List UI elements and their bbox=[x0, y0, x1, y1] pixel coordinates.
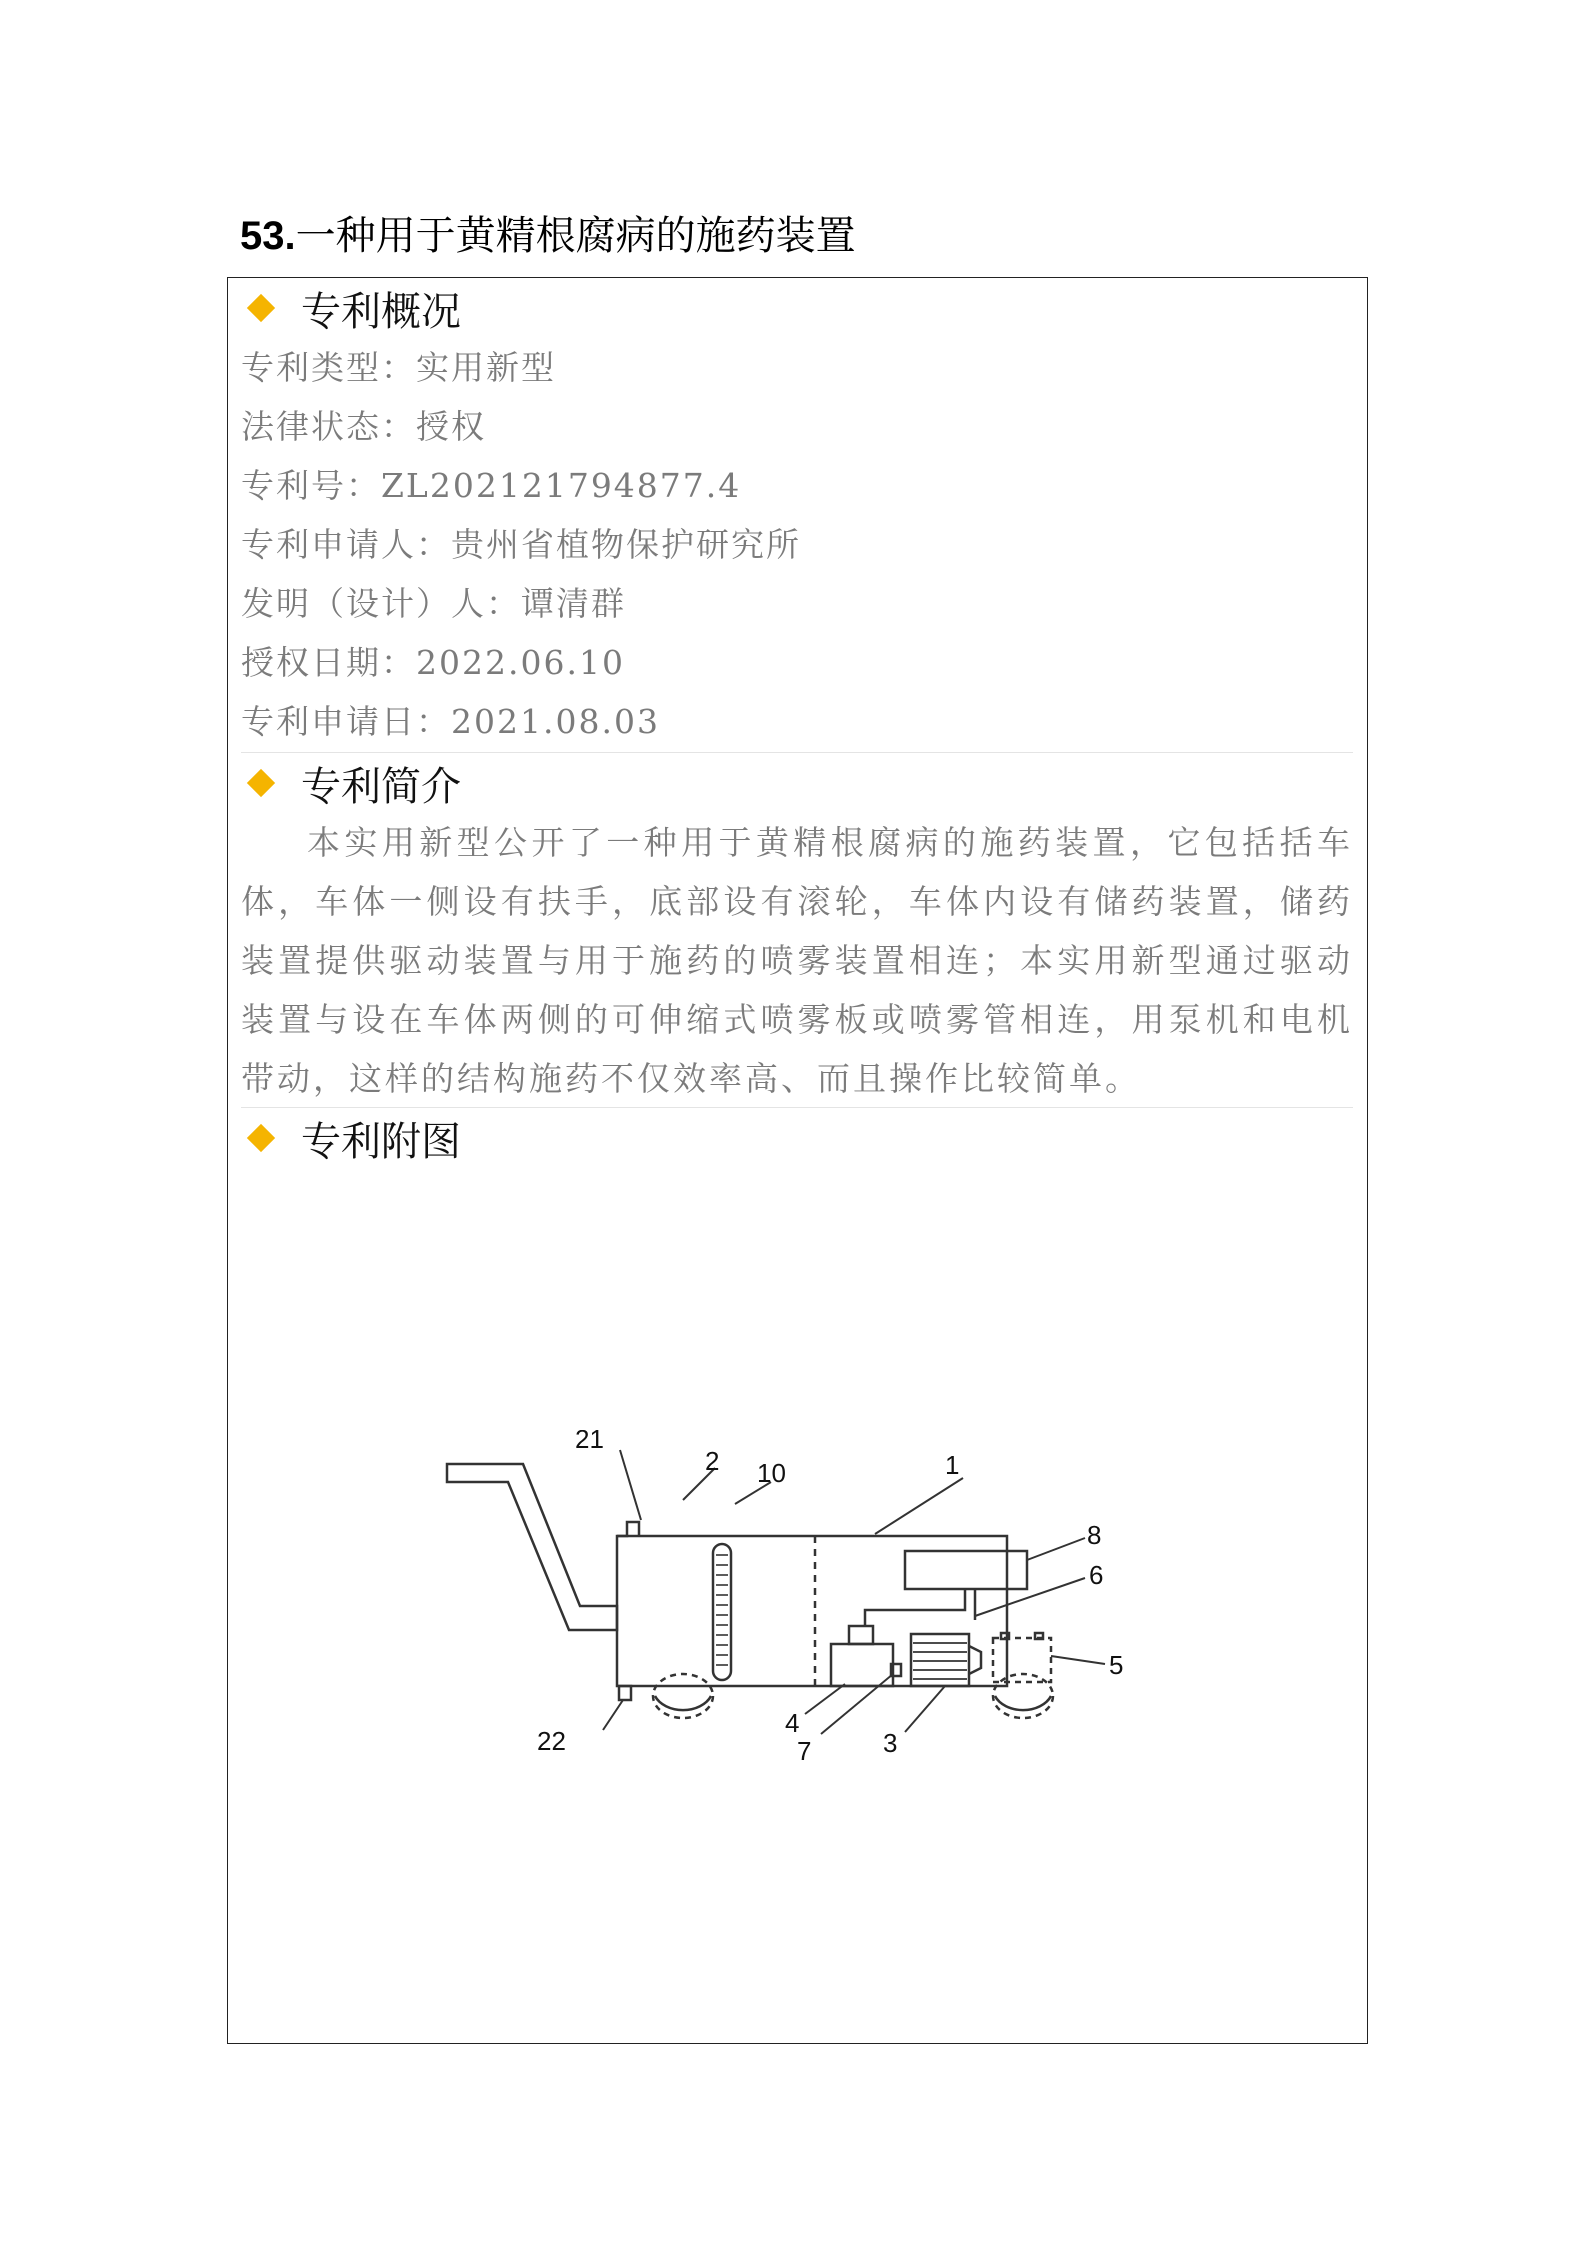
wheel-front bbox=[995, 1696, 1051, 1710]
pipe bbox=[865, 1589, 975, 1626]
summary-heading-text: 专利简介 bbox=[301, 763, 461, 810]
legal-status-line: 法律状态：授权 bbox=[241, 407, 486, 446]
patent-drawing bbox=[445, 1430, 1165, 1780]
label-21: 21 bbox=[575, 1430, 604, 1454]
drawing-heading bbox=[241, 1108, 1353, 1168]
label-22: 22 bbox=[537, 1726, 566, 1756]
overview-heading bbox=[241, 278, 1353, 338]
summary-section bbox=[241, 752, 1353, 1106]
pump-top bbox=[849, 1626, 873, 1644]
gauge-ticks bbox=[716, 1555, 728, 1665]
wheel-rear bbox=[655, 1696, 711, 1710]
patent-number-line: 专利号：ZL202121794877.4 bbox=[241, 466, 742, 505]
battery bbox=[993, 1638, 1051, 1682]
overview-heading-text: 专利概况 bbox=[301, 288, 461, 335]
label-3: 3 bbox=[883, 1728, 898, 1758]
control-box bbox=[905, 1551, 1027, 1589]
inventor-line: 发明（设计）人：谭清群 bbox=[241, 584, 626, 623]
label-2: 2 bbox=[705, 1446, 720, 1476]
fill-port bbox=[617, 1522, 639, 1536]
handle bbox=[447, 1464, 617, 1630]
document-title bbox=[240, 204, 856, 261]
diamond-bullet-icon bbox=[247, 769, 275, 797]
overview-section bbox=[241, 278, 1353, 748]
drawing-heading-text: 专利附图 bbox=[301, 1118, 461, 1165]
summary-paragraph: 本实用新型公开了一种用于黄精根腐病的施药装置，它包括括车体，车体一侧设有扶手，底部设有滚轮，车体内设有储药装置，储药装置提供驱动装置与用于施药的喷雾装置相连；本实用新型通过驱动装置与设在车体两侧的可伸缩式喷雾板或喷雾管相连，用泵机和电机带动，这样的结构施药不仅效率高、而且操作比较简单。 bbox=[241, 823, 1353, 1098]
grant-date-line: 授权日期：2022.06.10 bbox=[241, 643, 625, 682]
label-4: 4 bbox=[785, 1708, 800, 1738]
label-5: 5 bbox=[1109, 1650, 1124, 1680]
pump bbox=[831, 1644, 893, 1686]
patent-type-line: 专利类型：实用新型 bbox=[241, 348, 556, 387]
title-text: 一种用于黄精根腐病的施药装置 bbox=[295, 213, 856, 259]
summary-heading bbox=[241, 753, 1353, 813]
diamond-bullet-icon bbox=[247, 294, 275, 322]
wheel-front-upper bbox=[993, 1674, 1053, 1718]
motor-ribs bbox=[913, 1643, 967, 1679]
wheel-rear-upper bbox=[653, 1674, 713, 1718]
label-10: 10 bbox=[757, 1458, 786, 1488]
diamond-bullet-icon bbox=[247, 1124, 275, 1152]
motor-end bbox=[969, 1646, 981, 1674]
battery-terminal bbox=[1035, 1633, 1043, 1639]
leader-lines bbox=[603, 1450, 1105, 1734]
label-7: 7 bbox=[797, 1736, 812, 1766]
label-8: 8 bbox=[1087, 1520, 1102, 1550]
battery-terminal bbox=[1001, 1633, 1009, 1639]
label-1: 1 bbox=[945, 1450, 960, 1480]
label-6: 6 bbox=[1089, 1560, 1104, 1590]
support-foot bbox=[619, 1686, 631, 1700]
applicant-line: 专利申请人：贵州省植物保护研究所 bbox=[241, 525, 801, 564]
application-date-line: 专利申请日：2021.08.03 bbox=[241, 702, 660, 741]
title-number: 53. bbox=[240, 214, 296, 258]
